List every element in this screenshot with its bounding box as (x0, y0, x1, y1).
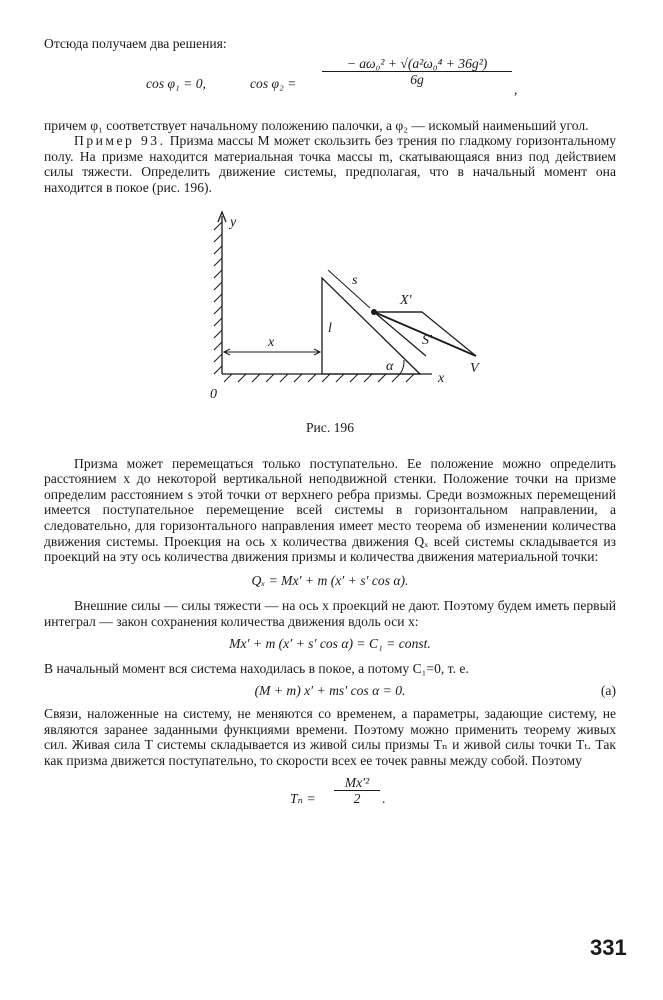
eq5-numerator: Mx′² (344, 774, 370, 790)
paragraph-1: причем φ₁ соответствует начальному положению палочки, а φ₂ — искомый наименьший угол. (44, 117, 589, 133)
floor-hatching (224, 374, 414, 382)
label-origin: 0 (210, 386, 217, 402)
label-v: V (470, 360, 479, 376)
eq1-comma: , (514, 81, 518, 97)
paragraph-example (44, 133, 616, 195)
paragraph-3: Призма может перемещаться только поступательно. Ее положение можно определить расстоянием x до некоторой вертикальной неподвижной стенки. Положение точки на призме определим расстоянием s этой точки от верхнего ребра призмы. Среди возможных перемещений имеется поступательное перемещение всей системы в горизонтальном направлении, а следовательно, для горизонтального направления имеет место теорема об изменении количества движения системы. Проекция на ось x количества движения Qₓ всей системы складывается из проекций на эту ось количества движения призмы и количества движения материальной точки: (44, 455, 616, 565)
figure-196 (44, 204, 616, 442)
equation-momentum: Qₓ = Mx′ + m (x′ + s′ cos α). (251, 572, 409, 588)
paragraph-5: В начальный момент вся система находилась в покое, а потому C₁=0, т. е. (44, 661, 469, 677)
eq1-cos1: cos φ₁ = 0, (146, 75, 206, 91)
equation-kinetic (44, 775, 616, 827)
alpha-arc (400, 360, 404, 374)
eq1-numerator: − aω₀² + √(a²ω₀⁴ + 36g²) (346, 55, 488, 71)
prism-diagram (194, 204, 479, 404)
equation-conservation: Mx′ + m (x′ + s′ cos α) = C₁ = const. (229, 635, 431, 651)
material-point (371, 309, 377, 315)
page-number: 331 (590, 935, 627, 960)
example-label: Пример 93. (74, 133, 166, 149)
eq5-denominator: 2 (353, 791, 361, 807)
label-y: y (230, 214, 237, 230)
label-xprime: X' (400, 292, 412, 308)
wall-hatching (214, 222, 222, 374)
eq1-fraction (322, 56, 512, 88)
paragraph-4: Внешние силы — силы тяжести — на ось x проекций не дают. Поэтому будем иметь первый интеграл — закон сохранения количества движения вдоль оси x: (44, 598, 616, 629)
intro-line: Отсюда получаем два решения: (44, 36, 227, 51)
label-l: l (328, 320, 332, 336)
equation-a-number: (a) (600, 682, 616, 698)
eq5-fraction (334, 775, 380, 807)
eq5-lhs: Tₙ = (290, 790, 316, 806)
label-x-axis: x (438, 370, 445, 386)
eq1-cos2: cos φ₂ = (250, 75, 297, 91)
equation-solutions (44, 52, 616, 118)
label-x-distance: x (268, 334, 275, 350)
s-dimension-line (328, 270, 370, 308)
label-s: s (352, 272, 358, 288)
equation-a-row (44, 683, 616, 699)
page-content (44, 36, 616, 827)
example-text: Призма массы M может скользить без трения по гладкому горизонтальному полу. На призме находится материальная точка массы m, скатывающаяся вниз под действием силы тяжести. Определить движение системы, предполагая, что в начальный момент она находится в покое (рис. 196). (44, 133, 616, 195)
label-sprime: S' (422, 332, 432, 348)
figure-caption: Рис. 196 (305, 419, 355, 435)
equation-a: (M + m) x′ + ms′ cos α = 0. (254, 682, 406, 698)
eq1-denominator: 6g (410, 72, 424, 88)
eq5-period: . (382, 790, 386, 806)
label-alpha: α (386, 358, 394, 374)
paragraph-6: Связи, наложенные на систему, не меняются со временем, а параметры, задающие систему, не являются заранее заданными функциями времени. Поэтому можно применить теорему живых сил. Живая сила T системы складывается из живой силы призмы Tₙ и живой силы точки Tₜ. Так как призма движется поступательно, то скорости всех ее точек равны между собой. Поэтому (44, 706, 616, 769)
sprime-vector (374, 312, 426, 356)
